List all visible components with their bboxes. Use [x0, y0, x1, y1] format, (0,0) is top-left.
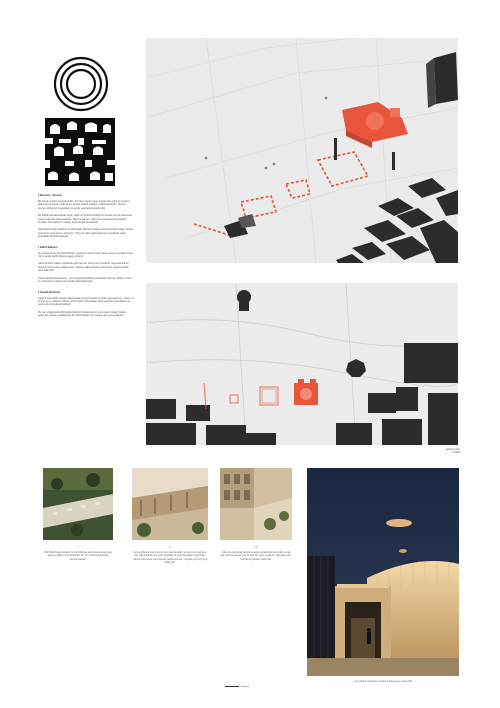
section-heading: | Sahil Bahars	[38, 244, 58, 249]
footer-rule	[225, 686, 239, 687]
map-caption	[420, 448, 460, 455]
section-heading: | Kazalı Dönemi	[38, 289, 61, 294]
paragraph: Bu yeni doğrultuda Mirzaoğlu Mahmut Sokak kentin yeni odak noktası haline gelmekte, akşam saatlerinde de kullanılabilen bir yaşam alanı sunmaktadır.	[38, 310, 126, 318]
paragraph: İki paralel eksen ile Sahil Bahars yapısının tarihi kuzey-güney aksını yeniden kurar. Yeni yapılar tarihi dokuya saygı gösterir.	[38, 251, 134, 259]
paragraph: Bir zaman kentin simgelerinden biri olan kapalı çarşı bugün terk edilmiş, kentsel doku içinde işlevini yitirmiş bir boşluk olarak varlığını sürdürmektedir. Yapının çevresi düzensiz otoparklar ve geçici yapılarla kuşatılmıştır.	[38, 200, 130, 210]
map-caption-scale: 1:2000	[452, 451, 460, 455]
concentric-circles-logo	[52, 55, 110, 113]
render-thumbnail-3	[220, 468, 292, 540]
section-heading: | Mevcut · Bozuk	[38, 193, 62, 197]
thumbnail-caption: Arka sıra yapılarda yapılan teraslar ile bakıldığında görülen teras katı; kentsel silüete yeni bir katman ekler ve akşam ışığında kentin hafızasına yeniden dahil olur.	[220, 551, 292, 561]
night-perspective-render	[307, 468, 459, 676]
cloud-sculpture	[386, 519, 412, 527]
axonometric-site-map	[146, 38, 458, 263]
paragraph: Hatt-Nihat Paşa Caddesi ve Mirzaoğlu Mahmut Sokak arasında kalan bölge, kentin önemli bir yaya aksını oluşturur. Proje bu aksı güçlendirerek meydanlar arası sürekliliği hedeflemektedir.	[38, 228, 134, 239]
map-caption-title: vaziyet planı	[445, 448, 460, 451]
thumbnail-caption: Kentsel Meydan'dan Mevlevi Şeri aksına doğru uzanan yeni geçirgen kat, hafif strüktürü ve ritmik açıklıkları ile yaya hareketini yönlendirir. Yapının kuzeyinde konumlanan kültürel işlevler, meydanı gün boyunca aktif tutar.	[132, 551, 208, 564]
thumbnail-number: I	[77, 545, 79, 549]
sidebar-text	[38, 193, 134, 318]
thumbnail-caption: Hatt-Nihat Paşa Caddesi ve Sahil Kubbe arasında korunan ağaç dokusu, gölgeli oturma alanları ile yeni bir kamusal bahçe oluşturmaktadır.	[43, 551, 113, 561]
site-plan	[146, 283, 458, 445]
thumbnail-number: III	[254, 545, 258, 549]
paragraph: Bu bağlamda tasarlanan proje, tarihi ve fiziksel belleği koruyarak yeni bir kamusal yaşam katmanı önermektedir. Mevcut yapının izleri korunarak kentsel ölçekte yeniden okunabilir bir mekan dizisi oluşturulmaktadır.	[38, 214, 132, 225]
paragraph: Çarşı kuzeyindeki yapılar kaldırılarak kentsel boşluk yeniden tanımlanmış, yüzey ve zemin aynı malzeme diliyle çözülmüştür. Meydanlar arası geçişler aydınlatma ve peyzaj ile desteklenmektedir.	[38, 296, 134, 307]
thumbnail-number: II	[169, 545, 171, 549]
footer-rule	[241, 686, 249, 687]
section-pattern-graphic	[45, 118, 115, 186]
paragraph: Sahil şeridine bakan yapılarda geçirgen bir zemin kat önerilmiş, kamusal alanın deniz ile buluşması sağlanmıştır. Mevcut ağaç dokusu korunarak gölgeli avlular elde edilmiştir.	[38, 262, 129, 273]
paragraph: Kentin tarihsel katmanları, yeni programla birlikte okunabilir kılınmış; kültür, ticaret ve rekreasyon işlevleri bir arada düşünülmüştür.	[38, 276, 132, 284]
render-thumbnail-1	[43, 468, 113, 540]
render-thumbnail-2	[132, 468, 208, 540]
render-caption: yeni yapılar arasından meydana bakış gece perspektifi	[354, 680, 412, 683]
